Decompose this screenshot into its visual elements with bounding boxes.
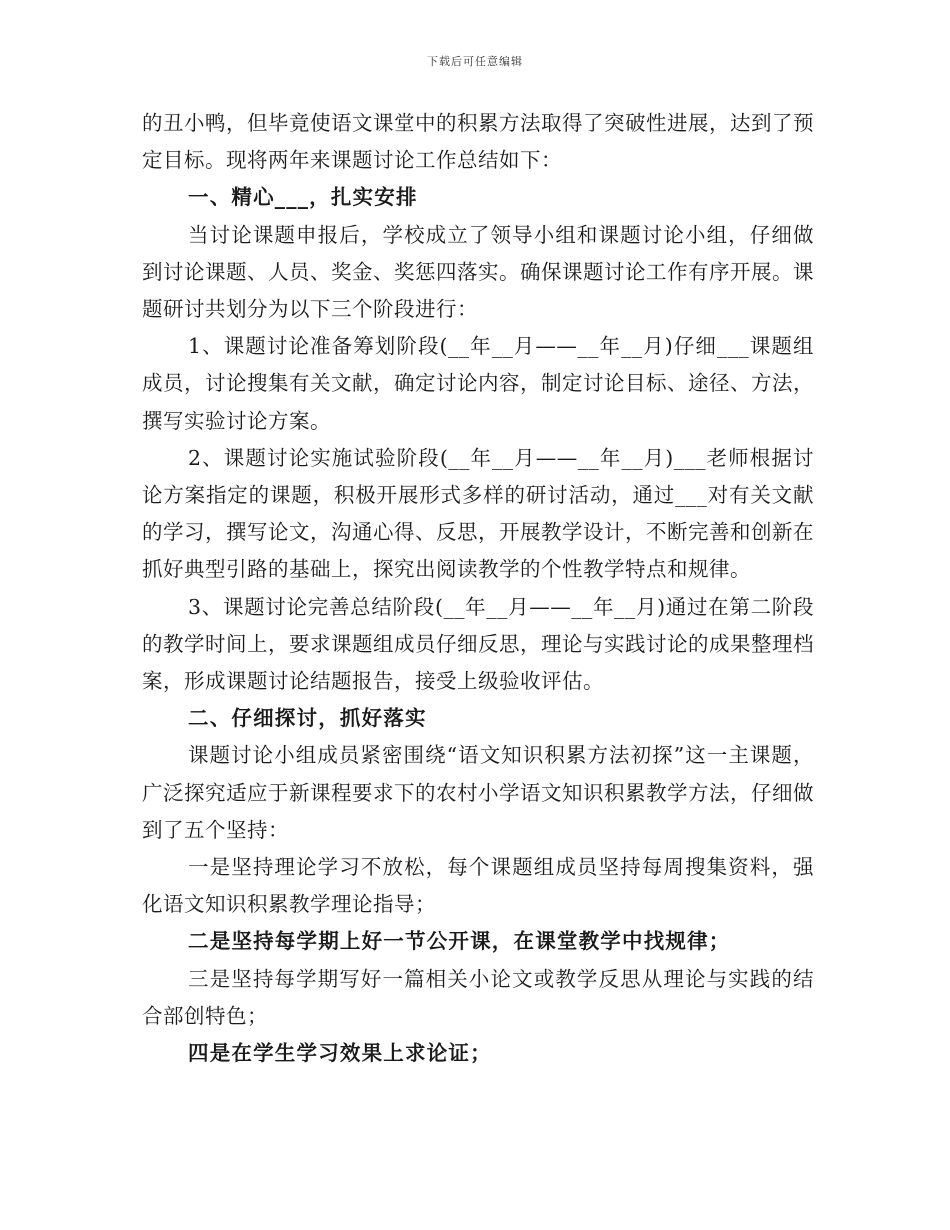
paragraph: 三是坚持每学期写好一篇相关小论文或教学反思从理论与实践的结合部创特色； [142, 966, 814, 1028]
document-body [142, 105, 814, 1072]
section-heading: 二、仔细探讨，抓好落实 [188, 706, 427, 731]
paragraph: 当讨论课题申报后，学校成立了领导小组和课题讨论小组，仔细做到讨论课题、人员、奖金、奖惩四落实。确保课题讨论工作有序开展。课题研讨共划分为以下三个阶段进行： [142, 222, 814, 322]
page-header: 下载后可任意编辑 [427, 55, 523, 68]
paragraph: 2、课题讨论实施试验阶段(__年__月——__年__月)___老师根据讨论方案指定的课题，积极开展形式多样的研讨活动，通过___对有关文献的学习，撰写论文，沟通心得、反思，开展教学设计，不断完善和创新在抓好典型引路的基础上，探究出阅读教学的个性教学特点和规律。 [142, 445, 814, 582]
paragraph: 1、课题讨论准备筹划阶段(__年__月——__年__月)仔细___课题组成员，讨论搜集有关文献，确定讨论内容，制定讨论目标、途径、方法，撰写实验讨论方案。 [142, 334, 814, 433]
paragraph: 的丑小鸭，但毕竟使语文课堂中的积累方法取得了突破性进展，达到了预定目标。现将两年来课题讨论工作总结如下： [142, 111, 814, 173]
paragraph: 二是坚持每学期上好一节公开课，在课堂教学中找规律； [188, 929, 731, 954]
paragraph: 一是坚持理论学习不放松，每个课题组成员坚持每周搜集资料，强化语文知识积累教学理论指导； [142, 855, 814, 917]
paragraph: 3、课题讨论完善总结阶段(__年__月——__年__月)通过在第二阶段的教学时间上，要求课题组成员仔细反思，理论与实践讨论的成果整理档案，形成课题讨论结题报告，接受上级验收评估。 [142, 594, 814, 694]
paragraph: 四是在学生学习效果上求论证； [188, 1041, 492, 1066]
paragraph: 课题讨论小组成员紧密围绕“语文知识积累方法初探”这一主课题，广泛探究适应于新课程要求下的农村小学语文知识积累教学方法，仔细做到了五个坚持： [142, 743, 814, 842]
section-heading: 一、精心___，扎实安排 [188, 185, 418, 210]
